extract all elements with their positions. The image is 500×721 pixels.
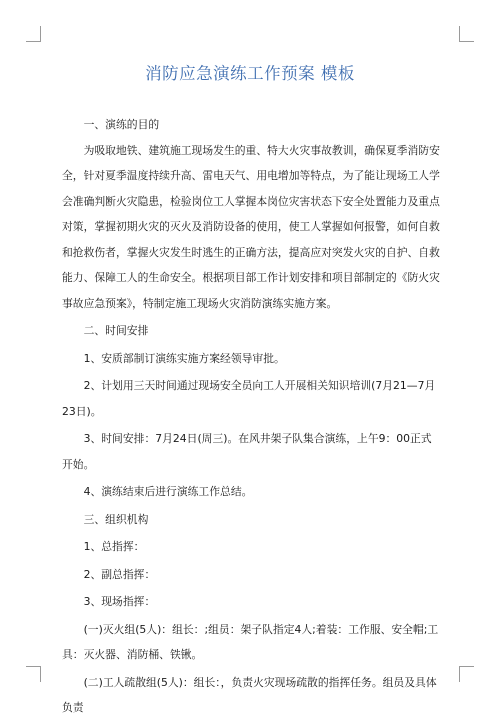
paragraph-purpose: 为吸取地铁、建筑施工现场发生的重、特大火灾事故教训，确保夏季消防安全，针对夏季温度持续升高、雷电天气、用电增加等特点，为了能让现场工人学会准确判断火灾隐患，检验岗位工人掌握本岗位灾害状态下安全处置能力及重点对策，掌握初期火灾的灭火及消防设备的使用，使工人掌握如何报警，如何自救和抢救伤者，掌握火灾发生时逃生的正确方法，提高应对突发火灾的自护、自救能力、保障工人的生命安全。根据项目部工作计划安排和项目部制定的《防火灾事故应急预案》，特制定施工现场火灾消防演练实施方案。 (62, 143, 440, 310)
schedule-item-1: 1、安质部制订演练实施方案经领导审批。 (83, 351, 285, 365)
org-item-2: 2、副总指挥： (83, 567, 156, 581)
crop-mark-bottom-left-h (26, 666, 41, 667)
crop-mark-top-left-h (26, 41, 41, 42)
section-heading-organization: 三、组织机构 (83, 512, 149, 526)
crop-mark-top-right-v (459, 26, 460, 42)
section-heading-schedule: 二、时间安排 (83, 324, 149, 337)
schedule-item-4: 4、演练结束后进行演练工作总结。 (83, 485, 253, 498)
org-group-fire-fighting: (一)灭火组(5人)：组长：;组员：架子队指定4人;着装：工作服、安全帽;工具：灭火器、消防桶、铁锹。 (62, 622, 439, 661)
crop-mark-bottom-right-h (459, 666, 474, 667)
section-heading-purpose: 一、演练的目的 (83, 118, 160, 131)
document-title: 消防应急演练工作预案 模板 (145, 64, 355, 83)
crop-mark-top-left-v (40, 26, 41, 42)
org-item-1: 1、总指挥： (83, 540, 145, 553)
crop-mark-top-right-h (459, 41, 474, 42)
org-item-3: 3、现场指挥： (83, 595, 156, 608)
crop-mark-bottom-left-v (40, 666, 41, 682)
crop-mark-bottom-right-v (459, 666, 460, 682)
schedule-item-2: 2、计划用三天时间通过现场安全员向工人开展相关知识培训(7月21—7月23日)。 (62, 379, 436, 418)
org-group-evacuation: (二)工人疏散组(5人)：组长：，负责火灾现场疏散的指挥任务。组员及具体负责 (62, 675, 437, 714)
document-body (62, 112, 442, 721)
schedule-item-3: 3、时间安排：7月24日(周三)。在风井架子队集合演练，上午9：00正式开始。 (62, 432, 432, 471)
